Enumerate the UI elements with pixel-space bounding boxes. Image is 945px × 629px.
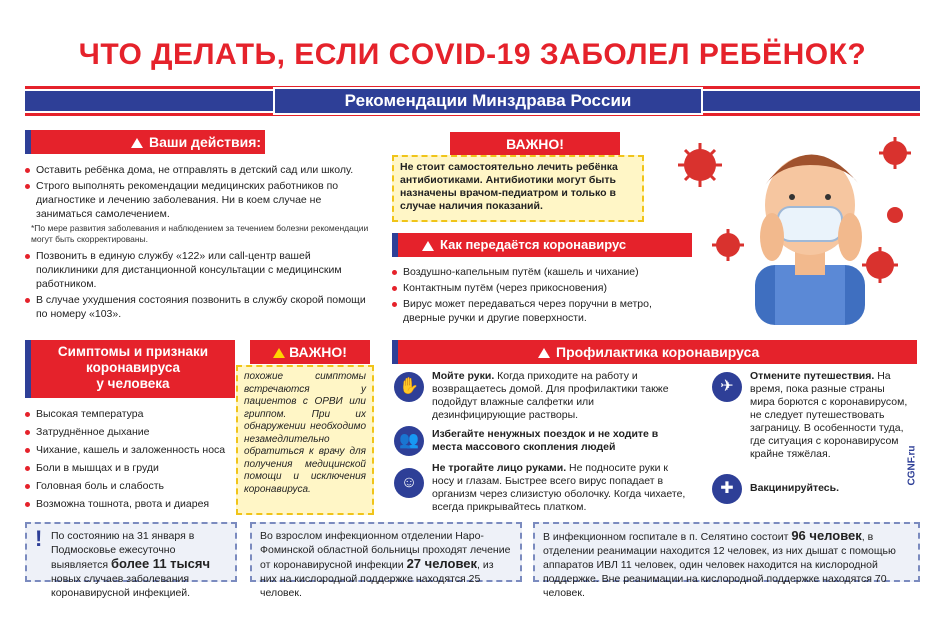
important-box-1: Не стоит самостоятельно лечить ребёнка антибиотиками. Антибиотики могут быть назначены врачом-педиатром и только в случае наличия показаний.: [392, 155, 644, 222]
prevention-left: [392, 370, 702, 515]
cancel-travel-text: Отмените путешествия. На время, пока разные страны мира борются с коронавирусом, не следует путешествовать заграницу. В особенности туда, где ситуация с коронавирусом крайне тяжёлая.: [750, 370, 908, 460]
transmission-section: [392, 265, 697, 327]
info-box-2: Во взрослом инфекционном отделении Наро-Фоминской областной больницы проходят лечение от коронавирусной инфекции 27 человек, из них на кислородной поддержке находятся 25 человек.: [250, 522, 522, 582]
vaccinate-text: Вакцинируйтесь.: [750, 482, 840, 494]
list-item: Боли в мышцах и в груди: [25, 461, 240, 475]
exclamation-icon: !: [35, 526, 43, 551]
boy-with-mask-illustration: [660, 125, 920, 325]
airplane-icon: ✈: [712, 372, 742, 402]
crowd-icon: 👥: [394, 426, 424, 456]
prevention-header: Профилактика коронавируса: [392, 340, 917, 364]
symptoms-section: [25, 407, 240, 515]
subtitle-banner: [25, 86, 920, 116]
important-header-2: ВАЖНО!: [250, 340, 370, 364]
list-item: Головная боль и слабость: [25, 479, 240, 493]
actions-header: Ваши действия:: [25, 130, 265, 154]
info-box-3: В инфекционном госпитале в п. Селятино состоит 96 человек, в отделении реанимации находится 12 человек, из них дышат с помощью аппаратов ИВЛ 11 человек, один человек находится на кислородной поддержке. Вне реанимации на кислородной поддержке находятся 70 человек.: [533, 522, 920, 582]
important-header-1: ВАЖНО!: [450, 132, 620, 156]
list-item: Чихание, кашель и заложенность носа: [25, 443, 240, 457]
avoid-crowd-text: Избегайте ненужных поездок и не ходите в места массового скопления людей: [432, 428, 659, 453]
list-item: Воздушно-капельным путём (кашель и чихание): [392, 265, 697, 279]
symptoms-header: Симптомы и признаки коронавируса у человека: [25, 340, 235, 398]
list-item: Позвонить в единую службу «122» или call-центр вашей поликлиники для дистанционной консультации с медицинским работником.: [25, 249, 370, 291]
actions-section: [25, 163, 370, 323]
list-item: Контактным путём (через прикосновения): [392, 281, 697, 295]
list-item: Вирус может передаваться через поручни в метро, дверные ручки и другие поверхности.: [392, 297, 697, 325]
info-box-1: ! По состоянию на 31 января в Подмосковье ежесуточно выявляется более 11 тысяч новых случаев заболевания коронавирусной инфекцией.: [25, 522, 237, 582]
list-item: Возможна тошнота, рвота и диарея: [25, 497, 240, 511]
list-item: Высокая температура: [25, 407, 240, 421]
prevention-right: [710, 370, 920, 515]
transmission-header: Как передаётся коронавирус: [392, 233, 692, 257]
list-item: Оставить ребёнка дома, не отправлять в детский сад или школу.: [25, 163, 370, 177]
vaccine-icon: ✚: [712, 474, 742, 504]
dont-touch-face-text: Не трогайте лицо руками. Не подносите руки к носу и глазам. Быстрее всего вирус попадает в организм через слизистую оболочку. Когда чихаете, всегда прикрывайтесь платком.: [432, 462, 686, 513]
face-mask-icon: ☺: [394, 468, 424, 498]
list-item: Строго выполнять рекомендации медицинских работников по диагностике и лечению заболевания. Ни в коем случае не заниматься самолечением.: [25, 179, 370, 221]
hand-wash-icon: ✋: [394, 372, 424, 402]
wash-hands-text: Мойте руки. Когда приходите на работу и возвращаетесь домой. Для профилактики также подойдут влажные салфетки или дезинфицирующие растворы.: [432, 370, 669, 421]
list-item: Затруднённое дыхание: [25, 425, 240, 439]
actions-note: *По мере развития заболевания и наблюдением за течением болезни рекомендации могут быть скорректированы.: [31, 223, 369, 244]
source-label: CGNF.ru: [906, 445, 918, 486]
important-box-2: похожие симптомы встречаются у пациентов с ОРВИ или гриппом. При их обнаружении необходимо незамедлительно обратиться к врачу для получения медицинской помощи и исключения коронавируса.: [236, 365, 374, 515]
page-title: ЧТО ДЕЛАТЬ, ЕСЛИ COVID-19 ЗАБОЛЕЛ РЕБЁНОК?: [78, 38, 867, 71]
list-item: В случае ухудшения состояния позвонить в службу скорой помощи по номеру «103».: [25, 293, 370, 321]
subtitle: Рекомендации Минздрава России: [273, 87, 703, 115]
